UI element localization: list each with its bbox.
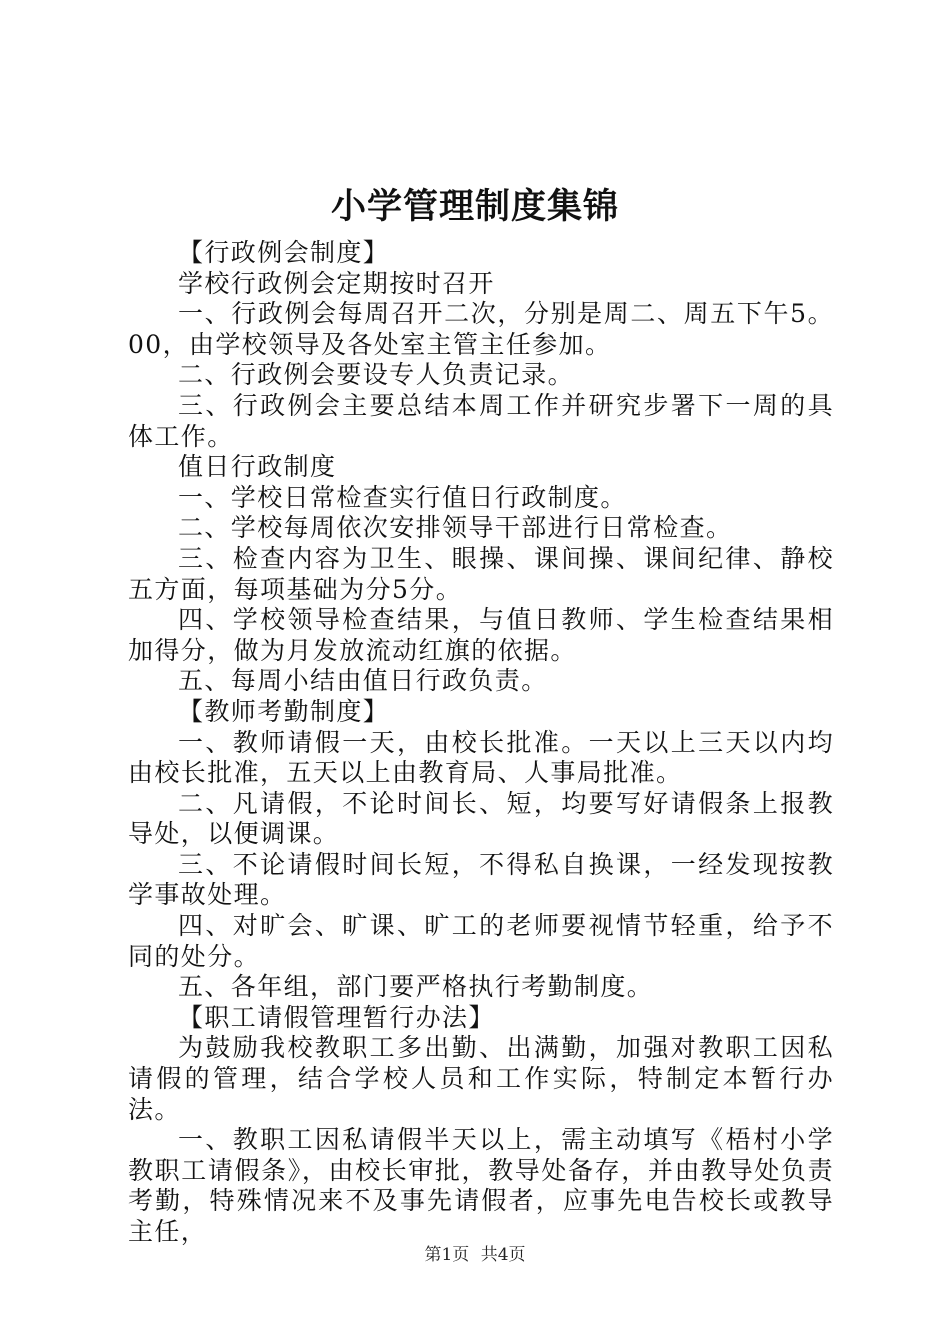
section-heading: 【职工请假管理暂行办法】	[178, 1002, 495, 1032]
section-heading: 【行政例会制度】	[178, 238, 390, 267]
paragraph: 三、行政例会主要总结本周工作并研究步署下一周的具体工作。	[128, 390, 834, 451]
paragraph: 四、对旷会、旷课、旷工的老师要视情节轻重，给予不同的处分。	[128, 911, 834, 971]
page-footer	[0, 1244, 950, 1266]
paragraph: 一、教师请假一天，由校长批准。一天以上三天以内均由校长批准，五天以上由教育局、人事局批准。	[128, 727, 834, 788]
page-total: 共4页	[480, 1245, 526, 1265]
paragraph: 四、学校领导检查结果，与值日教师、学生检查结果相加得分，做为月发放流动红旗的依据。	[128, 605, 834, 665]
document-body	[128, 238, 834, 1248]
page-number: 第1页	[424, 1245, 470, 1265]
paragraph: 一、行政例会每周召开二次，分别是周二、周五下午5。00，由学校领导及各处室主管主任参加。	[128, 299, 834, 359]
paragraph: 五、各年组，部门要严格执行考勤制度。	[178, 972, 654, 1002]
paragraph: 一、教职工因私请假半天以上，需主动填写《梧村小学教职工请假条》，由校长审批，教导处备存，并由教导处负责考勤，特殊情况来不及事先请假者，应事先电告校长或教导主任，	[128, 1125, 834, 1246]
section-heading: 值日行政制度	[178, 452, 337, 482]
paragraph: 为鼓励我校教职工多出勤、出满勤，加强对教职工因私请假的管理，结合学校人员和工作实际，特制定本暂行办法。	[128, 1033, 834, 1124]
document-title: 小学管理制度集锦	[330, 186, 619, 227]
paragraph: 三、检查内容为卫生、眼操、课间操、课间纪律、静校五方面，每项基础为分5分。	[128, 543, 834, 604]
section-heading: 【教师考勤制度】	[178, 696, 390, 726]
paragraph: 五、每周小结由值日行政负责。	[178, 666, 548, 696]
paragraph: 二、凡请假，不论时间长、短，均要写好请假条上报教导处，以便调课。	[128, 788, 834, 849]
paragraph: 二、行政例会要设专人负责记录。	[178, 360, 575, 390]
paragraph: 学校行政例会定期按时召开	[178, 268, 495, 298]
paragraph: 二、学校每周依次安排领导干部进行日常检查。	[178, 513, 733, 543]
paragraph: 一、学校日常检查实行值日行政制度。	[178, 482, 627, 512]
paragraph: 三、不论请假时间长短，不得私自换课，一经发现按教学事故处理。	[128, 849, 834, 910]
